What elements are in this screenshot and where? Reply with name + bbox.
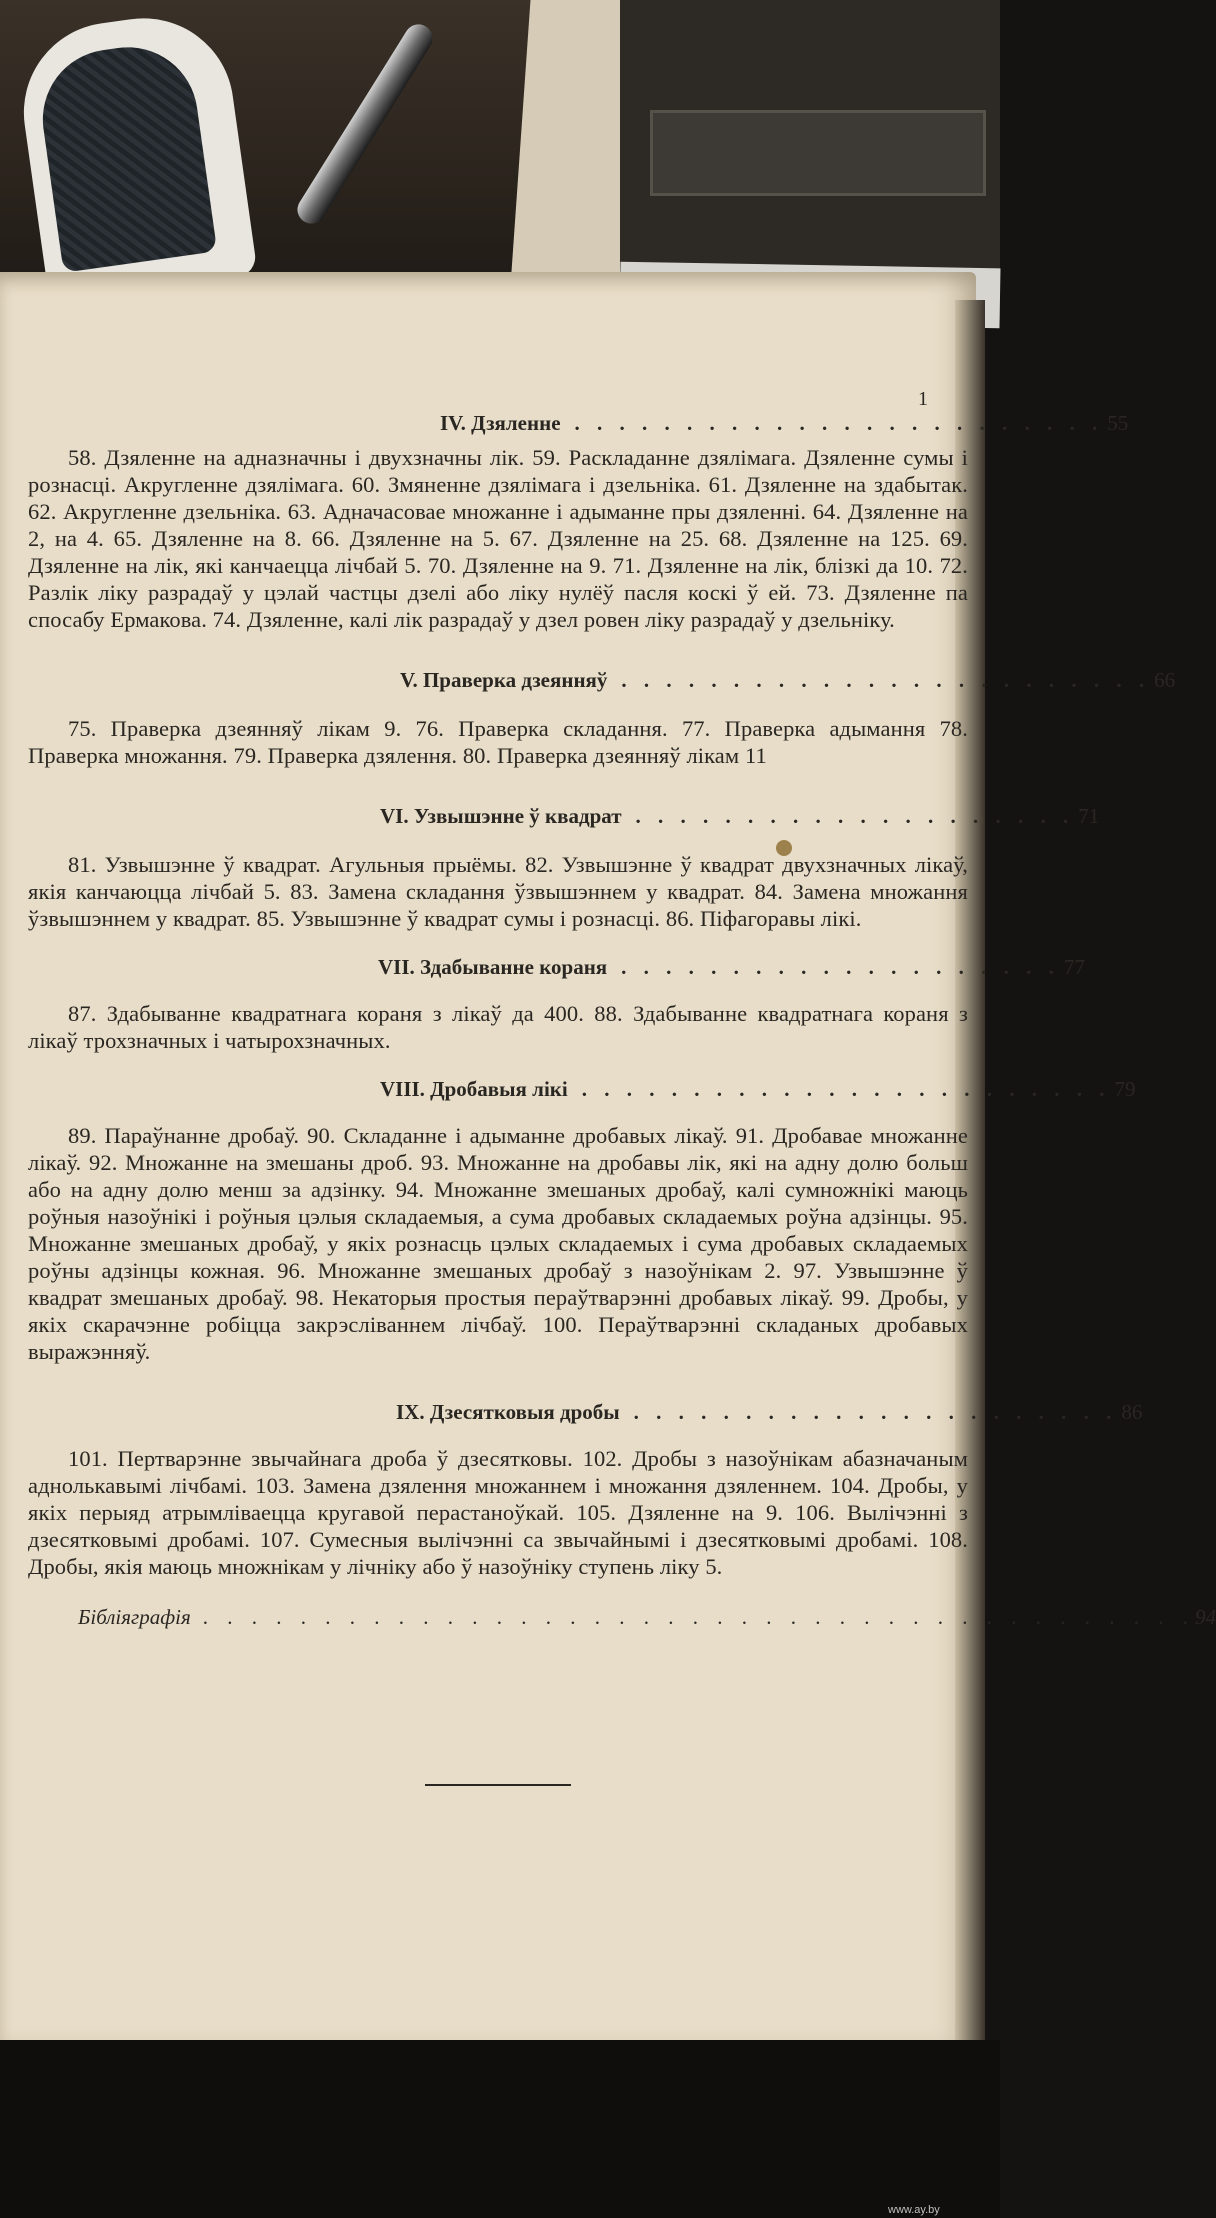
background-book-title-plate xyxy=(650,110,986,196)
toc-section-6 xyxy=(28,803,1100,932)
toc-section-5 xyxy=(28,667,1176,769)
section-body: 89. Параўнанне дробаў. 90. Складанне і адыманне дробавых лікаў. 91. Дробавае множанне лікаў. 92. Множанне на змешаны дроб. 93. Множанне на дробавы лік, які на адну долю больш або на адну долю менш за адзінку. 94. Множанне змешаных дробаў, калі сумножнікі маюць роўныя назоўнікі і роўныя цэлыя складаемыя, а сума дробавых складаемых роўна адзінцы. 95. Множанне змешаных дробаў, у якіх рознасць цэлых складаемых і сума дробавых складаемых роўны адзінцы кожная. 96. Множанне змешаных дробаў з назоўнікам 2. 97. Узвышэнне ў квадрат змешаных дробаў. 98. Некаторыя простыя пераўтварэнні дробавых лікаў. 99. Дробы, у якіх скарачэнне робіцца закрэсліваннем лічбаў. 100. Пераўтварэнні складаных дробавых выражэнняў. xyxy=(28,1123,968,1364)
section-page-number: 79 xyxy=(1114,1077,1136,1101)
bibliography-page-number: 94 xyxy=(1194,1605,1216,1629)
bibliography-title: Бібліяграфія xyxy=(78,1605,191,1629)
section-title: IX. Дзесятковыя дробы xyxy=(396,1400,620,1424)
leader-dots: . . . . . . . . . . . . . . . . . . . . . . . . . . . . . . . . . . . . . . . . . xyxy=(202,1605,1195,1629)
section-page-number: 55 xyxy=(1107,411,1129,435)
section-heading xyxy=(28,1399,1143,1429)
section-heading xyxy=(28,410,1129,440)
leader-dots: . . . . . . . . . . . . . . . . . . . . . . . . xyxy=(574,411,1104,435)
section-heading xyxy=(28,667,1176,697)
leader-dots: . . . . . . . . . . . . . . . . . . . . xyxy=(635,804,1075,828)
watermark: www.ay.by xyxy=(888,2204,940,2216)
toc-section-8 xyxy=(28,1076,1136,1365)
section-body: 81. Узвышэнне ў квадрат. Агульныя прыёмы. 82. Узвышэнне ў квадрат двухзначных лікаў, якія канчаюцца лічбай 5. 83. Замена складання ўзвышэннем у квадрат. 84. Замена множання ўзвышэннем у квадрат. 85. Узвышэнне ў квадрат сумы і рознасці. 86. Піфагоравы лікі. xyxy=(28,852,968,931)
table-of-contents xyxy=(28,410,1216,1631)
section-heading xyxy=(28,1076,1136,1106)
section-title: VIII. Дробавыя лікі xyxy=(380,1077,568,1101)
section-body: 101. Пертварэнне звычайнага дроба ў дзесятковы. 102. Дробы з назоўнікам абазначаным аднолькавымі лічбамі. 103. Замена дзялення множаннем і множання дзяленнем. 104. Дробы, у якіх перыяд атрымліваецца кругавой перастаноўкай. 105. Дзяленне на 9. 106. Вылічэнні з дзесятковымі дробамі. 107. Сумесныя вылічэнні са звычайнымі і дзесятковымі дробамі. 108. Дробы, якія маюць множнікам у лічніку або ў назоўніку ступень ліку 5. xyxy=(28,1446,968,1579)
leader-dots: . . . . . . . . . . . . . . . . . . . . . . . . xyxy=(581,1077,1111,1101)
section-heading xyxy=(28,954,1085,984)
section-title: VII. Здабыванне кораня xyxy=(378,955,608,979)
toc-section-7 xyxy=(28,954,1085,1054)
toc-section-4 xyxy=(28,410,1129,633)
section-body: 58. Дзяленне на адназначны і двухзначны лік. 59. Раскладанне дзялімага. Дзяленне сумы і рознасці. Акругленне дзялімага. 60. Змяненне дзялімага і дзельніка. 61. Дзяленне на здабытак. 62. Акругленне дзельніка. 63. Адначасовае множанне і адыманне пры дзяленні. 64. Дзяленне на 2, на 4. 65. Дзяленне на 8. 66. Дзяленне на 5. 67. Дзяленне на 25. 68. Дзяленне на 125. 69. Дзяленне на лік, які канчаецца лічбай 5. 70. Дзяленне на 9. 71. Дзяленне на лік, блізкі да 10. 72. Разлік ліку разрадаў у цэлай частцы дзелі або ліку нулёў пасля коскі ў ей. 73. Дзяленне па спосабу Ермакова. 74. Дзяленне, калі лік разрадаў у дзел ровен ліку разрадаў у дзельніку. xyxy=(28,445,968,632)
section-page-number: 86 xyxy=(1121,1400,1143,1424)
section-title: VI. Узвышэнне ў квадрат xyxy=(380,804,622,828)
background-bottom xyxy=(0,2040,1000,2218)
section-page-number: 77 xyxy=(1063,955,1085,979)
page-corner-mark: 1 xyxy=(918,388,928,410)
bibliography-entry xyxy=(28,1604,1216,1631)
leader-dots: . . . . . . . . . . . . . . . . . . . . . . xyxy=(633,1400,1118,1424)
section-body: 75. Праверка дзеянняў лікам 9. 76. Праверка складання. 77. Праверка адымання 78. Праверка множання. 79. Праверка дзялення. 80. Праверка дзеянняў лікам 11 xyxy=(28,716,968,768)
leader-dots: . . . . . . . . . . . . . . . . . . . . xyxy=(621,955,1060,979)
leader-dots: . . . . . . . . . . . . . . . . . . . . . . . . xyxy=(621,668,1151,692)
section-title: V. Праверка дзеянняў xyxy=(400,668,608,692)
section-page-number: 71 xyxy=(1078,804,1100,828)
section-page-number: 66 xyxy=(1154,668,1176,692)
section-title: IV. Дзяленне xyxy=(440,411,561,435)
section-heading xyxy=(28,803,1100,833)
section-body: 87. Здабыванне квадратнага кораня з лікаў да 400. 88. Здабыванне квадратнага кораня з лікаў трохзначных і чатырохзначных. xyxy=(28,1001,968,1053)
toc-section-9 xyxy=(28,1399,1143,1580)
closing-rule xyxy=(425,1784,571,1786)
